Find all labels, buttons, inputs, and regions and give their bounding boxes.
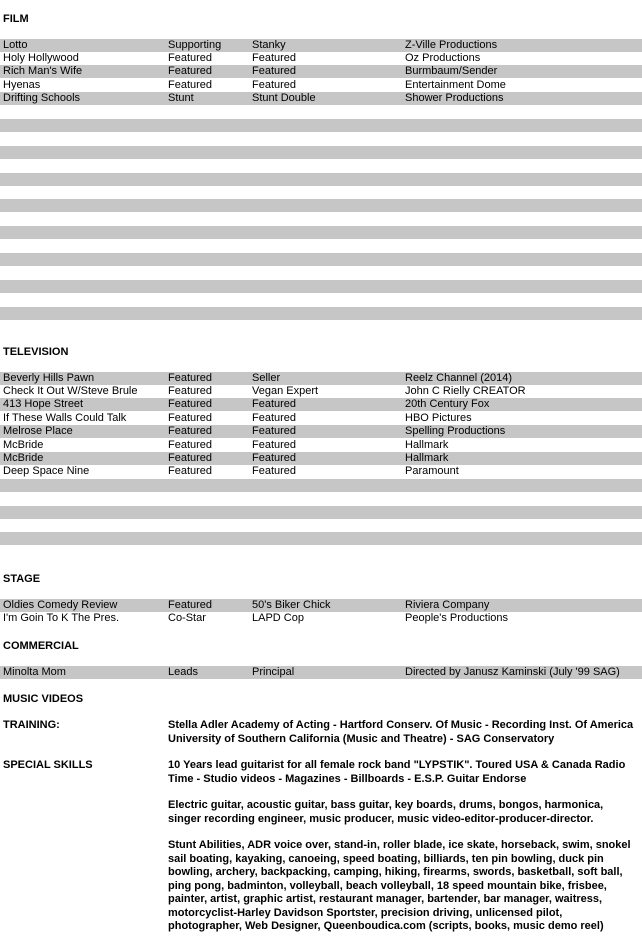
- film-cell: Hyenas: [3, 78, 41, 91]
- stage-cell: LAPD Cop: [252, 611, 304, 624]
- stage-row: [0, 599, 642, 612]
- film-row: [0, 79, 642, 92]
- television-row: [0, 372, 642, 385]
- commercial-cell: Leads: [168, 665, 198, 678]
- film-cell: Oz Productions: [405, 51, 481, 64]
- film-row: [0, 92, 642, 105]
- film-cell: Featured: [168, 51, 213, 64]
- stage-cell: Oldies Comedy Review: [3, 598, 118, 611]
- film-cell: Entertainment Dome: [405, 78, 506, 91]
- film-cell: Shower Productions: [405, 92, 504, 105]
- film-row: [0, 132, 642, 145]
- film-row: [0, 307, 642, 320]
- skills-paragraph-2: Electric guitar, acoustic guitar, bass guitar, key boards, drums, bongos, harmonica, singer recording engineer, music producer, music video-editor-producer-director.: [168, 799, 604, 825]
- film-row: [0, 266, 642, 279]
- commercial-cell: Minolta Mom: [3, 665, 66, 678]
- film-row: [0, 253, 642, 266]
- film-cell: Stunt: [168, 92, 194, 105]
- television-cell: Featured: [252, 411, 297, 424]
- film-cell: Featured: [252, 78, 297, 91]
- television-row: [0, 465, 642, 478]
- commercial-row: [0, 666, 642, 679]
- television-cell: 20th Century Fox: [405, 398, 490, 411]
- film-cell: Z-Ville Productions: [405, 38, 498, 51]
- stage-cell: 50's Biker Chick: [252, 598, 331, 611]
- skills-paragraph-3: Stunt Abilities, ADR voice over, stand-in, roller blade, ice skate, horseback, swim, snokel sail boating, kayaking, canoeing, speed boating, billiards, ten pin bowling, duck pin bowling, archery, backpacking, camping, hiking, firearms, swords, basketball, soft ball, ping pong, badminton, volleyball, beach volleyball, 18 speed mountain bike, frisbee, painter, artist, graphic artist, restaurant manager, bartender, bar manager, waitress, motorcyclist-Harley Davidson Sportster, precision driving, unlicensed pilot, photographer, Web Designer, Queenboudica.com (scripts, books, music demo reel): [168, 839, 631, 932]
- stage-cell: People's Productions: [405, 611, 508, 624]
- film-cell: Burmbaum/Sender: [405, 65, 498, 78]
- television-cell: Featured: [252, 425, 297, 438]
- television-cell: Featured: [168, 371, 213, 384]
- training-label: TRAINING:: [3, 719, 60, 731]
- training-text: Stella Adler Academy of Acting - Hartford Conserv. Of Music - Recording Inst. Of America University of Southern California (Music and Theatre) - SAG Conservatory: [168, 719, 634, 745]
- television-row: [0, 452, 642, 465]
- film-cell: Drifting Schools: [3, 92, 81, 105]
- television-row: [0, 532, 642, 545]
- stage-cell: Riviera Company: [405, 598, 490, 611]
- television-cell: Deep Space Nine: [3, 465, 90, 478]
- television-cell: 413 Hope Street: [3, 398, 84, 411]
- film-cell: Lotto: [3, 38, 28, 51]
- television-row: [0, 479, 642, 492]
- film-cell: Stanky: [252, 38, 286, 51]
- film-row: [0, 226, 642, 239]
- film-cell: Featured: [252, 65, 297, 78]
- television-cell: Melrose Place: [3, 425, 73, 438]
- television-cell: Beverly Hills Pawn: [3, 371, 95, 384]
- television-row: [0, 519, 642, 532]
- television-row: [0, 425, 642, 438]
- film-cell: Holy Hollywood: [3, 51, 79, 64]
- television-row: [0, 492, 642, 505]
- television-row: [0, 506, 642, 519]
- television-row: [0, 398, 642, 411]
- television-row: [0, 385, 642, 398]
- film-row: [0, 39, 642, 52]
- television-cell: HBO Pictures: [405, 411, 472, 424]
- film-cell: Rich Man's Wife: [3, 65, 83, 78]
- special-skills-label: SPECIAL SKILLS: [3, 759, 93, 771]
- film-row: [0, 199, 642, 212]
- television-cell: Check It Out W/Steve Brule: [3, 384, 138, 397]
- film-row: [0, 173, 642, 186]
- television-cell: McBride: [3, 451, 44, 464]
- stage-row: [0, 612, 642, 625]
- television-cell: Seller: [252, 371, 281, 384]
- film-row: [0, 146, 642, 159]
- television-heading: TELEVISION: [3, 346, 69, 358]
- television-cell: Featured: [168, 411, 213, 424]
- television-cell: Hallmark: [405, 451, 449, 464]
- film-row: [0, 280, 642, 293]
- television-cell: McBride: [3, 438, 44, 451]
- commercial-cell: Principal: [252, 665, 295, 678]
- film-cell: Featured: [168, 65, 213, 78]
- television-cell: John C Rielly CREATOR: [405, 384, 526, 397]
- film-heading: FILM: [3, 13, 29, 25]
- television-cell: Featured: [168, 398, 213, 411]
- television-cell: Featured: [252, 438, 297, 451]
- stage-heading: STAGE: [3, 573, 41, 585]
- stage-cell: Co-Star: [168, 611, 206, 624]
- television-row: [0, 439, 642, 452]
- film-row: [0, 159, 642, 172]
- film-row: [0, 293, 642, 306]
- film-row: [0, 119, 642, 132]
- television-cell: Featured: [168, 384, 213, 397]
- television-cell: Featured: [168, 451, 213, 464]
- television-cell: Paramount: [405, 465, 459, 478]
- television-cell: Featured: [252, 398, 297, 411]
- television-row: [0, 412, 642, 425]
- stage-cell: Featured: [168, 598, 213, 611]
- television-cell: If These Walls Could Talk: [3, 411, 127, 424]
- television-cell: Spelling Productions: [405, 425, 506, 438]
- commercial-heading: COMMERCIAL: [3, 640, 79, 652]
- stage-cell: I'm Goin To K The Pres.: [3, 611, 120, 624]
- television-cell: Featured: [168, 425, 213, 438]
- television-cell: Featured: [168, 465, 213, 478]
- music-videos-heading: MUSIC VIDEOS: [3, 693, 84, 705]
- film-row: [0, 52, 642, 65]
- film-cell: Stunt Double: [252, 92, 316, 105]
- film-cell: Featured: [252, 51, 297, 64]
- television-cell: Vegan Expert: [252, 384, 319, 397]
- television-cell: Reelz Channel (2014): [405, 371, 513, 384]
- skills-paragraph-1: 10 Years lead guitarist for all female rock band "LYPSTIK". Toured USA & Canada Radio Time - Studio videos - Magazines - Billboards - E.S.P. Guitar Endorse: [168, 759, 626, 785]
- television-cell: Featured: [252, 465, 297, 478]
- film-row: [0, 213, 642, 226]
- film-cell: Featured: [168, 78, 213, 91]
- film-row: [0, 106, 642, 119]
- film-row: [0, 65, 642, 78]
- television-cell: Hallmark: [405, 438, 449, 451]
- television-cell: Featured: [168, 438, 213, 451]
- commercial-cell: Directed by Janusz Kaminski (July '99 SAG): [405, 665, 620, 678]
- television-cell: Featured: [252, 451, 297, 464]
- film-cell: Supporting: [168, 38, 222, 51]
- film-row: [0, 186, 642, 199]
- film-row: [0, 240, 642, 253]
